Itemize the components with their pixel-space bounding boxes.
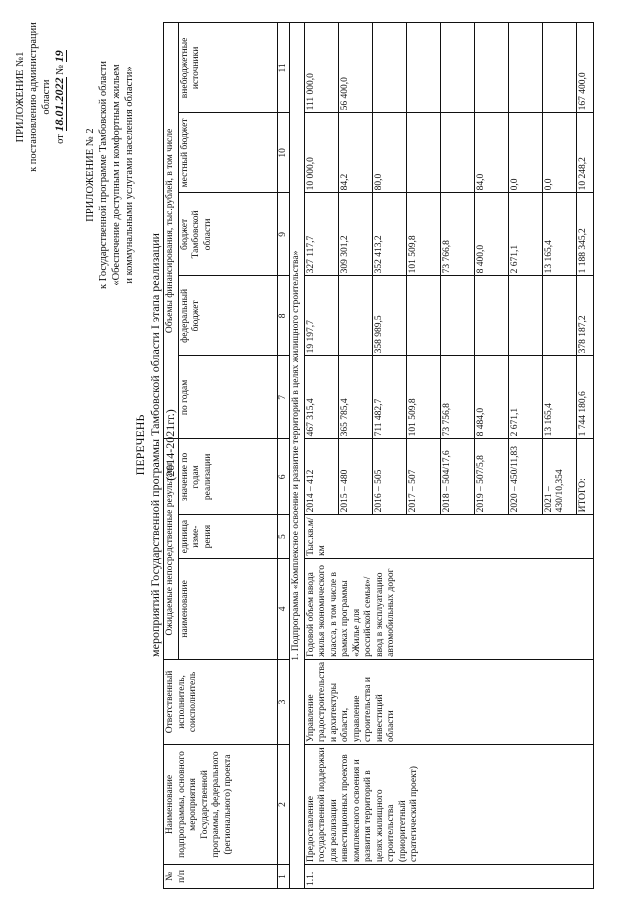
column-number: 3 [277, 659, 290, 744]
year-total-cell: 73 756,8 [440, 356, 474, 439]
column-number: 7 [277, 356, 290, 439]
header-responsible: Ответственный исполнитель, соисполнитель [164, 659, 278, 744]
header-federal: федеральный бюджет [178, 276, 277, 356]
year-value-cell: 2020 – 450/11,83 [508, 439, 542, 515]
regional-cell: 73 766,8 [440, 193, 474, 276]
appendix-2-title: ПРИЛОЖЕНИЕ № 2 [85, 128, 96, 222]
local-cell: 0,0 [508, 113, 542, 193]
header-local: местный бюджет [178, 113, 277, 193]
year-total-cell: 13 165,4 [542, 356, 576, 439]
year-total-cell: 467 315,4 [304, 356, 338, 439]
appendix-1-date: 18.01.2022 [52, 77, 66, 132]
year-total-cell: 2 671,1 [508, 356, 542, 439]
column-number: 5 [277, 515, 290, 558]
header-result-name: наименование [178, 558, 277, 659]
year-value-cell: 2017 – 507 [406, 439, 440, 515]
year-value-cell: 2019 – 507/5,8 [474, 439, 508, 515]
row-unit: Тыс.кв.м/ км [304, 515, 593, 558]
row-result: Годовой объем ввода жилья экономического класса, в том числе в рамках программы «Жилье для российской семьи»/ввод в эксплуатацию автомобильных дорог [304, 558, 593, 659]
column-number: 8 [277, 276, 290, 356]
header-number: № п/п [164, 865, 278, 889]
appendix-2-line-1: к Государственной программе Тамбовской области [98, 61, 109, 289]
total-label: ИТОГО: [576, 439, 593, 515]
local-cell: 80,0 [372, 113, 406, 193]
appendix-1-title: ПРИЛОЖЕНИЕ №1 [15, 51, 26, 143]
regional-cell: 101 509,8 [406, 193, 440, 276]
year-total-cell: 365 785,4 [338, 356, 372, 439]
regional-cell: 13 165,4 [542, 193, 576, 276]
year-value-cell: 2015 – 480 [338, 439, 372, 515]
extra-cell [474, 23, 508, 113]
regional-cell: 2 671,1 [508, 193, 542, 276]
federal-cell [474, 276, 508, 356]
column-number: 11 [277, 23, 290, 113]
appendix-1-no-label: № [55, 64, 66, 75]
column-number-row [277, 23, 290, 889]
header-name: Наименование подпрограммы, основного мероприятия Государственной программы, федерального (регионального) проекта [164, 745, 278, 865]
local-cell: 0,0 [542, 113, 576, 193]
column-number: 6 [277, 439, 290, 515]
year-value-cell: 2021 – 430/10,354 [542, 439, 576, 515]
header-funding: Объемы финансирования, тыс.рублей, в том числе [164, 23, 179, 439]
federal-cell: 19 197,7 [304, 276, 338, 356]
local-cell: 84,0 [474, 113, 508, 193]
appendix-2-header [84, 15, 136, 335]
extra-cell [440, 23, 474, 113]
row-responsible: Управление градостроительства и архитектуры области, управление строительства и инвестиций области [304, 659, 593, 744]
year-total-cell: 711 482,7 [372, 356, 406, 439]
year-total-cell: 101 509,8 [406, 356, 440, 439]
extra-cell [542, 23, 576, 113]
column-number: 9 [277, 193, 290, 276]
subprogram-row [290, 23, 305, 889]
column-number: 10 [277, 113, 290, 193]
extra-cell [372, 23, 406, 113]
header-year-value: значение по годам реализации [178, 439, 277, 515]
total-extra: 167 400,0 [576, 23, 593, 113]
extra-cell [508, 23, 542, 113]
federal-cell: 358 989,5 [372, 276, 406, 356]
federal-cell [508, 276, 542, 356]
regional-cell: 327 117,7 [304, 193, 338, 276]
document-subtitle: мероприятий Государственной программы Тамбовской области I этапа реализации (2014-2021гг.) [148, 233, 177, 657]
total-sum: 1 744 180,6 [576, 356, 593, 439]
header-by-year: по годам [178, 356, 277, 439]
appendix-1-prefix: от [55, 134, 66, 144]
appendix-1-number: 19 [52, 50, 66, 63]
row-number: 1.1. [304, 865, 593, 889]
appendix-2-line-2: «Обеспечение доступным и комфортным жильем [111, 64, 122, 286]
appendix-2-line-3: и коммунальными услугами населения области» [124, 66, 135, 284]
local-cell: 10 000,0 [304, 113, 338, 193]
document-title: ПЕРЕЧЕНЬ [133, 414, 147, 476]
column-number: 4 [277, 558, 290, 659]
header-regional: бюджет Тамбовской области [178, 193, 277, 276]
regional-cell: 309 301,2 [338, 193, 372, 276]
extra-cell: 111 000,0 [304, 23, 338, 113]
total-regional: 1 188 345,2 [576, 193, 593, 276]
appendix-1-date-line [53, 17, 67, 177]
local-cell: 84,2 [338, 113, 372, 193]
subprogram-title: 1. Подпрограмма «Комплексное освоение и развитие территорий в целях жилищного строительства» [290, 23, 305, 889]
local-cell [406, 113, 440, 193]
year-value-cell: 2018 – 504/17,6 [440, 439, 474, 515]
federal-cell [338, 276, 372, 356]
header-unit: единица изме-рения [178, 515, 277, 558]
regional-cell: 352 413,2 [372, 193, 406, 276]
appendix-1-header [14, 17, 67, 177]
year-value-cell: 2014 – 412 [304, 439, 338, 515]
year-value-cell: 2016 – 505 [372, 439, 406, 515]
extra-cell: 56 400,0 [338, 23, 372, 113]
table-row [304, 23, 338, 889]
measures-table [163, 22, 594, 889]
column-number: 1 [277, 865, 290, 889]
extra-cell [406, 23, 440, 113]
federal-cell [440, 276, 474, 356]
year-total-cell: 8 484,0 [474, 356, 508, 439]
total-local: 10 248,2 [576, 113, 593, 193]
row-name: Предоставление государственной поддержки для реализации инвестиционных проектов комплексного освоения и развития территорий в целях жилищного строительства (приоритетный стратегический проект) [304, 745, 593, 865]
header-extra: внебюджетные источники [178, 23, 277, 113]
total-federal: 378 187,2 [576, 276, 593, 356]
column-number: 2 [277, 745, 290, 865]
table-body [290, 23, 594, 889]
federal-cell [406, 276, 440, 356]
local-cell [440, 113, 474, 193]
federal-cell [542, 276, 576, 356]
appendix-1-line: к постановлению администрации области [28, 22, 52, 172]
regional-cell: 8 400,0 [474, 193, 508, 276]
header-results: Ожидаемые непосредственные результаты [164, 439, 179, 659]
